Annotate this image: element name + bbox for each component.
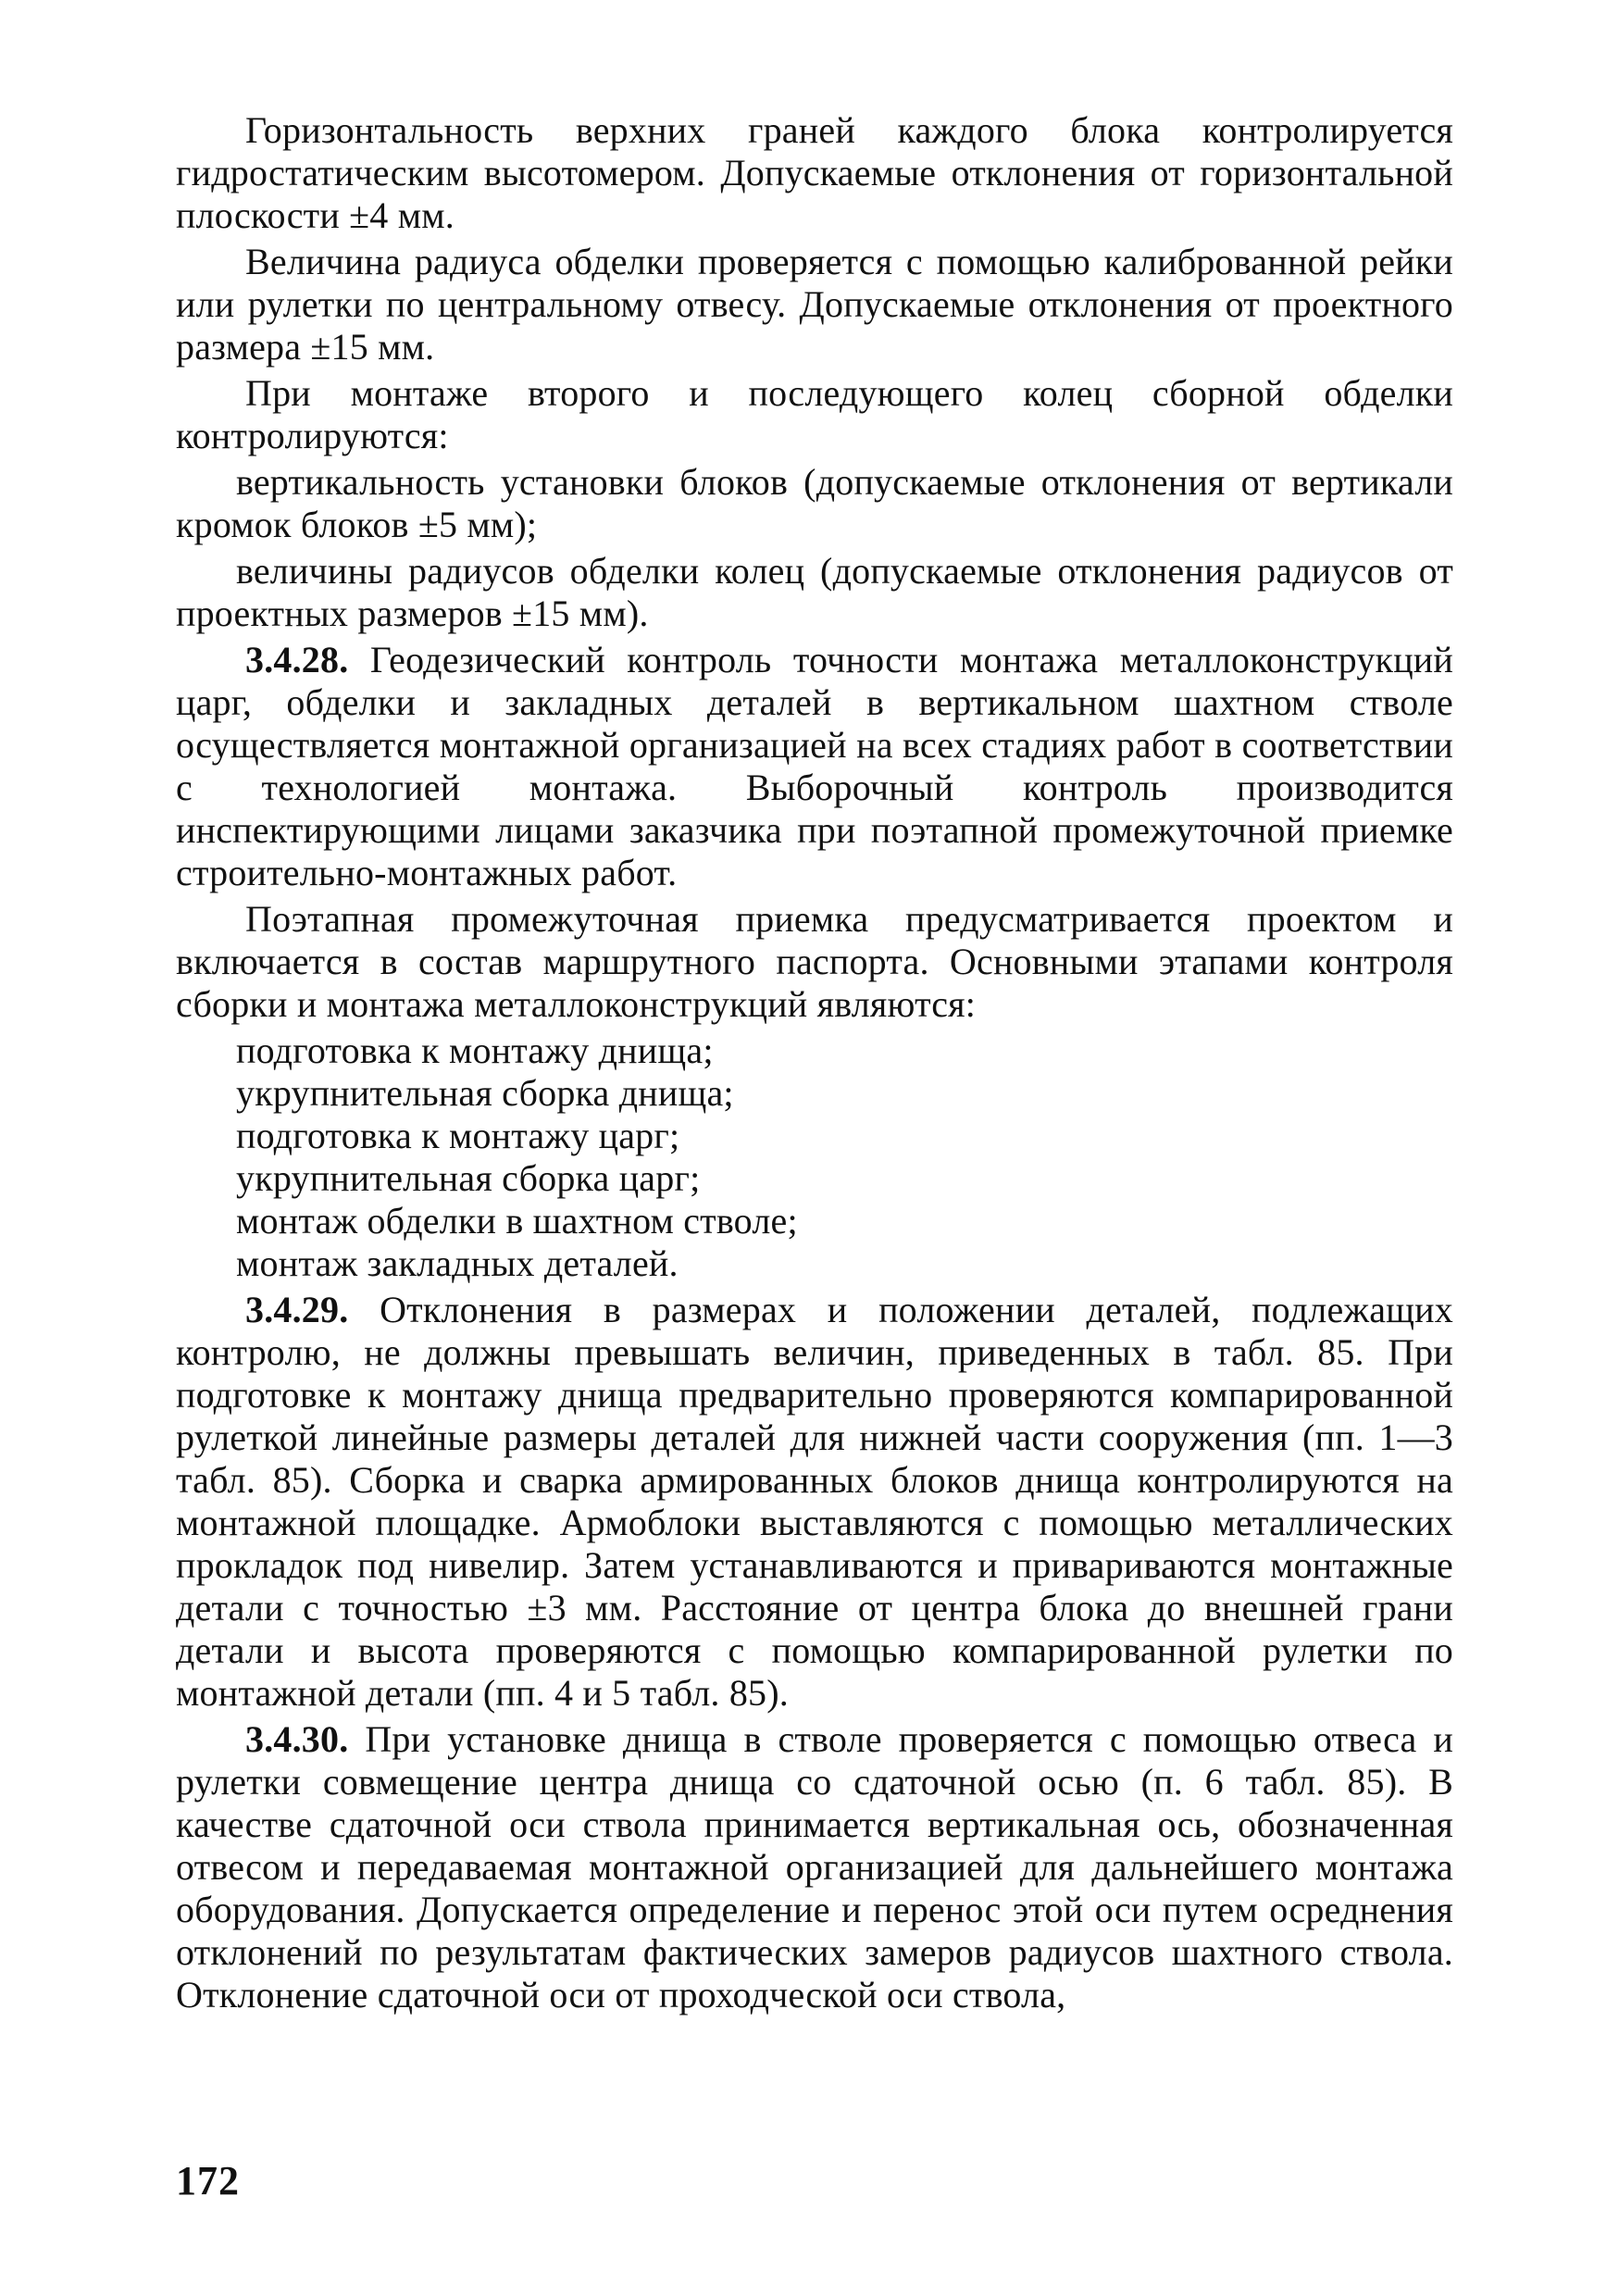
paragraph-ring-mounting: При монтаже второго и последующего колец сборной обделки контролируются: [176,372,1453,456]
list-item-radii: величины радиусов обделки колец (допускаемые отклонения радиусов от проектных размеров ±15 мм). [176,550,1453,634]
list-item: укрупнительная сборка царг; [236,1157,701,1199]
list-item: подготовка к монтажу днища; [236,1029,714,1071]
section-3-4-28 [176,639,1453,894]
page-body [176,109,1453,2020]
list-item-verticality: вертикальность установки блоков (допускаемые отклонения от вертикали кромок блоков ±5 мм); [176,461,1453,545]
section-number: 3.4.28. [245,639,349,680]
paragraph-horizontality: Горизонтальность верхних граней каждого блока контролируется гидростатическим высотомером. Допускаемые отклонения от горизонтальной плоскости ±4 мм. [176,109,1453,236]
paragraph-staged-acceptance: Поэтапная промежуточная приемка предусматривается проектом и включается в состав маршрутного паспорта. Основными этапами контроля сборки и монтажа металлоконструкций являются: [176,898,1453,1025]
section-text: При установке днища в стволе проверяется с помощью отвеса и рулетки совмещение центра днища со сдаточной осью (п. 6 табл. 85). В качестве сдаточной оси ствола принимается вертикальная ось, обозначенная отвесом и передаваемая монтажной организацией для дальнейшего монтажа оборудования. Допускается определение и перенос этой оси путем осреднения отклонений по результатам фактических замеров радиусов шахтного ствола. Отклонение сдаточной оси от проходческой оси ствола, [176,1718,1453,2015]
section-number: 3.4.29. [245,1289,349,1330]
list-item: укрупнительная сборка днища; [236,1072,734,1114]
paragraph-radius: Величина радиуса обделки проверяется с помощью калиброванной рейки или рулетки по центральному отвесу. Допускаемые отклонения от проектного размера ±15 мм. [176,241,1453,368]
section-text: Отклонения в размерах и положении деталей, подлежащих контролю, не должны превышать величин, приведенных в табл. 85. При подготовке к монтажу днища предварительно проверяются компарированной рулеткой линейные размеры деталей для нижней части сооружения (пп. 1—3 табл. 85). Сборка и сварка армированных блоков днища контролируются на монтажной площадке. Армоблоки выставляются с помощью металлических прокладок под нивелир. Затем устанавливаются и привариваются монтажные детали с точностью ±3 мм. Расстояние от центра блока до внешней грани детали и высота проверяются с помощью компарированной рулетки по монтажной детали (пп. 4 и 5 табл. 85). [176,1289,1453,1714]
section-3-4-30 [176,1718,1453,2016]
section-text: Геодезический контроль точности монтажа металлоконструкций царг, обделки и закладных деталей в вертикальном шахтном стволе осуществляется монтажной организацией на всех стадиях работ в соответствии с технологией монтажа. Выборочный контроль производится инспектирующими лицами заказчика при поэтапной промежуточной приемке строительно-монтажных работ. [176,639,1454,893]
section-number: 3.4.30. [245,1718,349,1760]
list-item: подготовка к монтажу царг; [236,1115,680,1156]
section-3-4-29 [176,1289,1453,1715]
page-number: 172 [176,2158,240,2203]
list-item: монтаж обделки в шахтном стволе; [236,1200,798,1242]
list-item: монтаж закладных деталей. [236,1242,679,1284]
